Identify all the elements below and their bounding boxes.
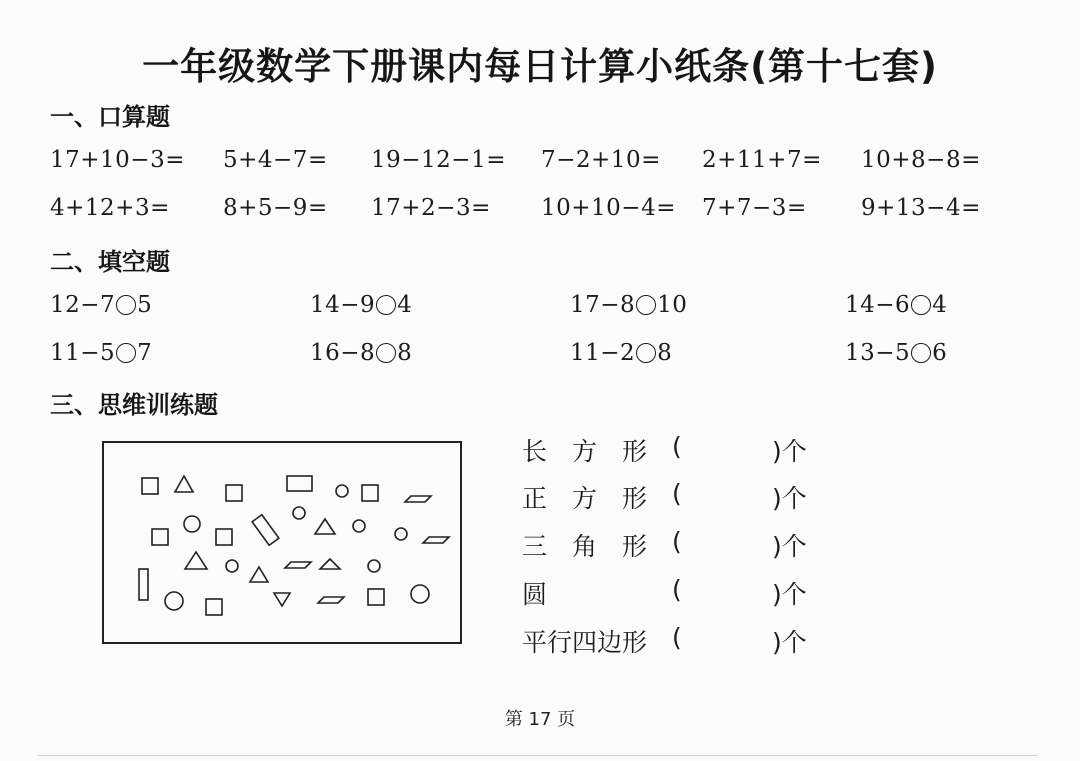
compare-circle-blank[interactable] [376,343,396,363]
compare-left: 12−7 [50,292,116,318]
square-shape [142,478,158,494]
compare-circle-blank[interactable] [636,343,656,363]
rectangle-shape [252,515,279,546]
compare-circle-blank[interactable] [376,295,396,315]
count-label: 圆 [522,580,548,609]
count-open-paren: ( [672,432,682,461]
compare-problem [570,292,687,318]
compare-right: 5 [137,292,153,318]
square-shape [206,599,222,615]
count-close-paren: )个 [772,484,807,513]
circle-shape [368,560,380,572]
square-shape [362,485,378,501]
compare-problem [50,340,152,366]
square-shape [152,529,168,545]
oral-problem: 5+4−7= [223,147,328,173]
compare-left: 16−8 [310,340,376,366]
square-shape [226,485,242,501]
count-close-paren: )个 [772,580,807,609]
compare-problem [310,292,412,318]
oral-problem: 7−2+10= [541,147,661,173]
compare-right: 10 [657,292,688,318]
count-close-paren: )个 [772,628,807,657]
oral-problem: 17+2−3= [371,195,491,221]
circle-shape [165,592,183,610]
compare-problem [50,292,152,318]
circle-shape [395,528,407,540]
bottom-divider [38,755,1038,756]
compare-problem [845,340,947,366]
circle-shape [411,585,429,603]
count-close-paren: )个 [772,532,807,561]
count-close-paren: )个 [772,437,807,466]
compare-left: 11−5 [50,340,116,366]
count-label: 长 方 形 [522,437,648,466]
compare-circle-blank[interactable] [911,295,931,315]
compare-circle-blank[interactable] [116,295,136,315]
compare-left: 11−2 [570,340,636,366]
count-open-paren: ( [672,527,682,556]
compare-left: 14−6 [845,292,911,318]
count-label: 平行四边形 [522,628,648,657]
square-shape [368,589,384,605]
oral-problem: 17+10−3= [50,147,185,173]
compare-problem [845,292,947,318]
parallelogram-shape [285,562,311,568]
compare-right: 6 [932,340,948,366]
section-heading-thinking: 三、思维训练题 [50,391,218,419]
triangle-shape [315,519,335,534]
compare-problem [310,340,412,366]
oral-problem: 4+12+3= [50,195,170,221]
compare-left: 13−5 [845,340,911,366]
compare-right: 7 [137,340,153,366]
oral-problem: 10+8−8= [861,147,981,173]
parallelogram-shape [423,537,449,543]
circle-shape [184,516,200,532]
square-shape [216,529,232,545]
parallelogram-shape [318,597,344,603]
oral-problem: 9+13−4= [861,195,981,221]
circle-shape [226,560,238,572]
page-title: 一年级数学下册课内每日计算小纸条(第十七套) [142,45,938,88]
compare-circle-blank[interactable] [911,343,931,363]
oral-problem: 8+5−9= [223,195,328,221]
compare-right: 4 [397,292,413,318]
triangle-shape [250,567,268,582]
compare-circle-blank[interactable] [116,343,136,363]
count-open-paren: ( [672,623,682,652]
section-heading-fill: 二、填空题 [50,248,170,276]
oral-problem: 10+10−4= [541,195,676,221]
compare-problem [570,340,672,366]
count-label: 正 方 形 [522,484,648,513]
triangle-shape [185,552,207,569]
count-label: 三 角 形 [522,532,648,561]
count-open-paren: ( [672,575,682,604]
shapes-figure [102,441,462,644]
compare-right: 4 [932,292,948,318]
circle-shape [336,485,348,497]
triangle-shape [274,593,290,606]
rectangle-shape [287,476,312,491]
triangle-shape [175,476,193,492]
section-heading-oral: 一、口算题 [50,103,170,131]
count-open-paren: ( [672,479,682,508]
rectangle-shape [139,569,148,600]
oral-problem: 2+11+7= [702,147,822,173]
compare-right: 8 [657,340,673,366]
compare-left: 14−9 [310,292,376,318]
parallelogram-shape [405,496,431,502]
oral-problem: 19−12−1= [371,147,506,173]
triangle-shape [320,559,340,569]
oral-problem: 7+7−3= [702,195,807,221]
page-number: 第 17 页 [504,709,576,730]
shapes-drawing [104,443,464,646]
compare-right: 8 [397,340,413,366]
compare-left: 17−8 [570,292,636,318]
compare-circle-blank[interactable] [636,295,656,315]
circle-shape [353,520,365,532]
circle-shape [293,507,305,519]
